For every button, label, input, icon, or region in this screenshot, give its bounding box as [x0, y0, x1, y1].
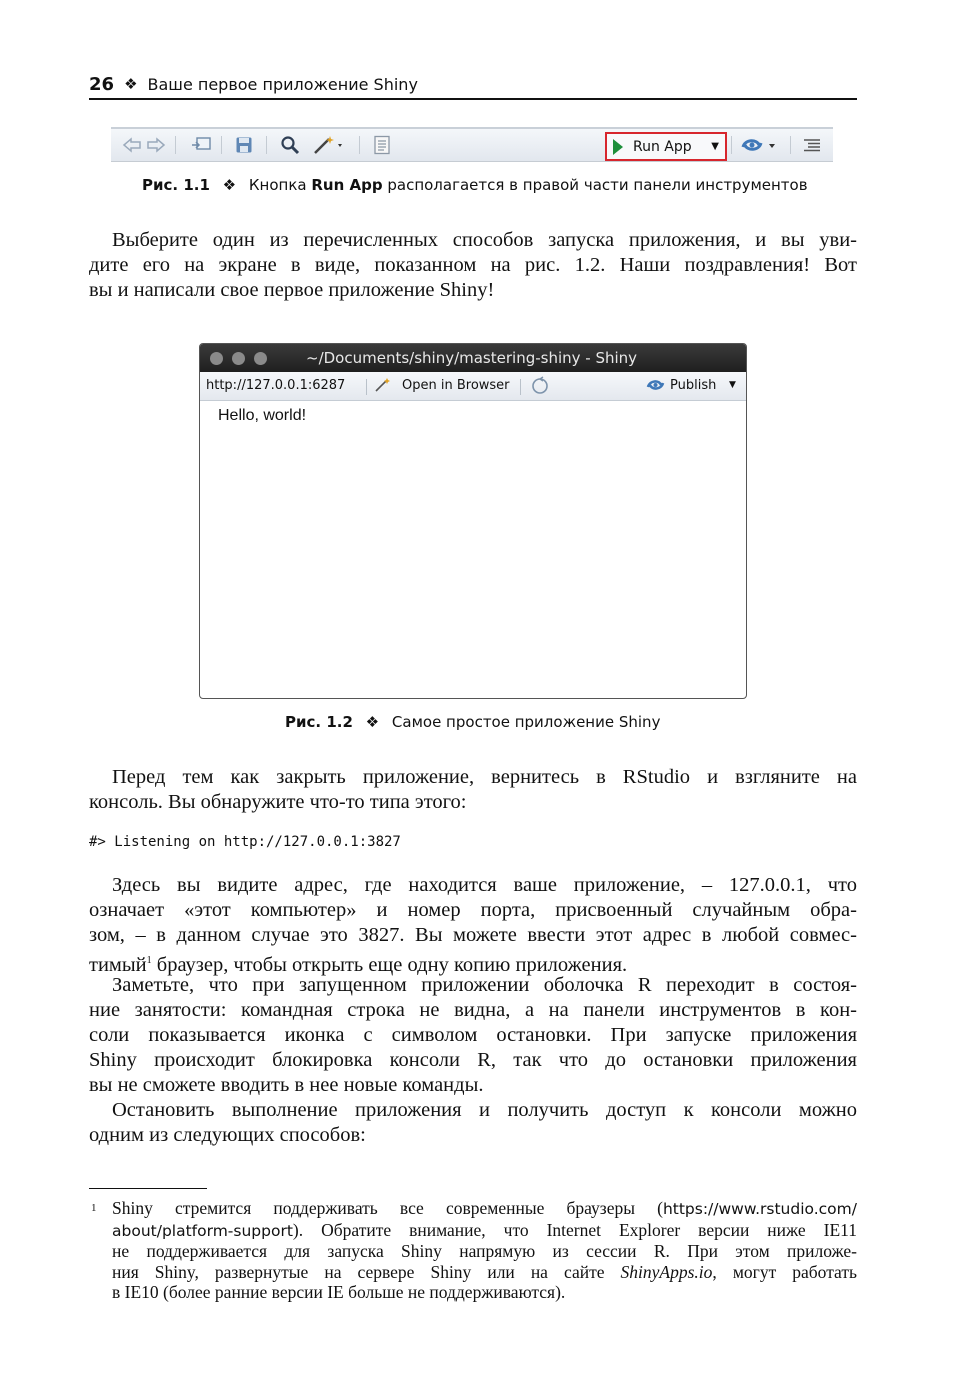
window-zoom-button[interactable]	[254, 352, 267, 365]
caption-bold: Run App	[311, 176, 383, 194]
url-field[interactable]: http://127.0.0.1:6287	[206, 378, 346, 393]
toolbar-divider	[221, 136, 222, 154]
text-line: соли показывается иконка с символом остановки. При запуске приложения	[89, 1024, 857, 1046]
toolbar-divider	[175, 136, 176, 154]
open-in-browser-button[interactable]: Open in Browser	[402, 378, 510, 393]
text-line: одним из следующих способов:	[89, 1124, 366, 1146]
run-app-label: Run App	[633, 138, 692, 155]
text-italic: ShinyApps.io	[620, 1261, 713, 1282]
paragraph	[89, 973, 857, 1098]
text-line	[112, 1198, 857, 1220]
chevron-down-icon[interactable]: ▼	[711, 141, 719, 152]
caption-label: Рис. 1.1	[142, 176, 210, 194]
text-line	[112, 1262, 857, 1283]
footnote-link[interactable]: https://www.rstudio.com/	[662, 1200, 857, 1218]
code-tools-wand-icon[interactable]	[311, 134, 349, 156]
book-page	[89, 0, 857, 1388]
publish-icon	[646, 377, 668, 397]
toolbar-divider	[266, 136, 267, 154]
save-icon[interactable]	[233, 134, 255, 156]
chapter-title: Ваше первое приложение Shiny	[147, 74, 418, 94]
figure-1-2-caption	[285, 713, 660, 731]
running-header	[89, 70, 857, 100]
shiny-app-window	[199, 343, 747, 699]
footnote-ref[interactable]: 1	[146, 955, 152, 966]
refresh-icon[interactable]	[530, 376, 550, 400]
window-title: ~/Documents/shiny/mastering-shiny - Shiny	[306, 349, 638, 367]
header-separator: ❖	[124, 75, 138, 93]
toolbar-divider	[790, 136, 791, 154]
hello-world-text: Hello, world!	[218, 407, 307, 424]
rstudio-toolbar	[111, 127, 833, 162]
window-minimize-button[interactable]	[232, 352, 245, 365]
compile-report-icon[interactable]	[371, 134, 393, 156]
window-close-button[interactable]	[210, 352, 223, 365]
text-line: дите его на экране в виде, показанном на рис. 1.2. Наши поздравления! Вот	[89, 254, 857, 276]
text-line: Заметьте, что при запущенном приложении оболочка R переходит в состоя-	[112, 974, 857, 996]
toolbar-divider	[520, 379, 521, 395]
console-output: #> Listening on http://127.0.0.1:3827	[89, 834, 401, 850]
outline-icon[interactable]	[801, 134, 823, 156]
text-line: консоль. Вы обнаружите что-то типа этого:	[89, 791, 467, 813]
search-icon[interactable]	[279, 134, 301, 156]
text-line: не поддерживается для запуска Shiny напрямую из сессии R. При этом приложе-	[112, 1241, 857, 1261]
text-line: ние занятости: командная строка не видна, а на панели инструментов в кон-	[89, 999, 857, 1021]
caption-label: Рис. 1.2	[285, 713, 353, 731]
page-number: 26	[89, 73, 115, 95]
paragraph	[89, 765, 857, 815]
text-line: Здесь вы видите адрес, где находится ваше приложение, – 127.0.0.1, что	[112, 874, 857, 896]
toolbar-divider	[366, 379, 367, 395]
text-fragment: браузер, чтобы открыть еще одну копию приложения.	[151, 953, 628, 976]
forward-arrow-icon[interactable]	[145, 134, 167, 156]
app-content	[200, 401, 746, 431]
text-line: в IE10 (более ранние версии IE больше не поддерживаются).	[112, 1282, 566, 1302]
viewer-address-bar	[200, 372, 746, 401]
footnote-text	[112, 1198, 857, 1303]
text-fragment: тимый	[89, 953, 147, 976]
text-line: зом, – в данном случае это 3827. Вы можете ввести этот адрес в любой совмес-	[89, 924, 857, 946]
paragraph	[89, 228, 857, 303]
toolbar-divider	[731, 136, 732, 154]
footnote-rule	[89, 1188, 207, 1189]
back-arrow-icon[interactable]	[121, 134, 143, 156]
text-fragment: Shiny стремится поддерживать все современные браузеры (	[112, 1198, 663, 1218]
text-line: Остановить выполнение приложения и получить доступ к консоли можно	[112, 1099, 857, 1121]
text-line: вы и написали свое первое приложение Shiny!	[89, 279, 495, 301]
window-titlebar	[200, 344, 746, 372]
caption-text: Кнопка	[248, 176, 312, 194]
run-app-button[interactable]	[605, 132, 727, 161]
open-in-browser-icon	[374, 377, 394, 397]
text-line: Shiny происходит блокировка консоли R, так что до остановки приложения	[89, 1049, 857, 1071]
text-line	[112, 1220, 857, 1242]
text-line: Перед тем как закрыть приложение, вернитесь в RStudio и взгляните на	[112, 766, 857, 788]
caption-text-after: располагается в правой части панели инструментов	[382, 176, 808, 194]
toolbar-divider	[359, 136, 360, 154]
text-fragment: ния Shiny, развернутые на сервере Shiny или на сайте	[112, 1261, 621, 1282]
publish-button[interactable]: Publish	[670, 378, 717, 393]
text-fragment: ). Обратите внимание, что Internet Explorer версии ниже IE11	[292, 1219, 857, 1240]
publish-icon[interactable]	[739, 134, 781, 156]
text-line: означает «этот компьютер» и номер порта, присвоенный случайным обра-	[89, 899, 857, 921]
paragraph	[89, 873, 857, 978]
chevron-down-icon[interactable]: ▼	[729, 380, 736, 390]
footnote-mark: 1	[91, 1202, 97, 1214]
caption-separator: ❖	[222, 176, 237, 194]
figure-1-1-caption	[142, 176, 808, 194]
text-line: вы не сможете вводить в нее новые команды.	[89, 1074, 484, 1096]
paragraph	[89, 1098, 857, 1148]
text-fragment: , могут работать	[712, 1261, 857, 1282]
footnote-link[interactable]: about/platform-support	[112, 1221, 293, 1240]
text-line: Выберите один из перечисленных способов запуска приложения, и вы уви-	[112, 229, 857, 251]
caption-separator: ❖	[365, 713, 380, 731]
caption-text: Самое простое приложение Shiny	[391, 713, 661, 731]
show-in-window-icon[interactable]	[189, 134, 213, 156]
play-icon	[613, 139, 623, 155]
